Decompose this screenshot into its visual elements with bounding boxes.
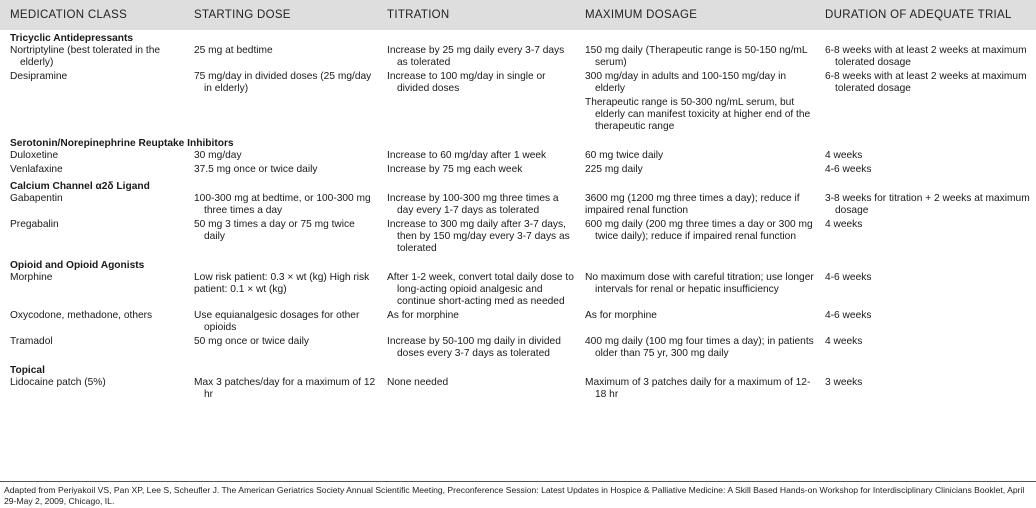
maximum-dosage (575, 336, 815, 362)
duration-text: 3-8 weeks for titration + 2 weeks at maximum dosage (825, 193, 1030, 216)
section-title-topical: Topical (10, 365, 45, 376)
header-maximum-dosage: MAXIMUM DOSAGE (575, 0, 815, 30)
maximum-dosage: 3600 mg (1200 mg three times a day); reduce if impaired renal function (585, 193, 800, 216)
medication-name: Gabapentin (10, 193, 63, 204)
duration: 4-6 weeks (825, 164, 872, 175)
maximum-dosage (575, 377, 815, 407)
duration: 4 weeks (825, 219, 863, 230)
titration-text: After 1-2 week, convert total daily dose to long-acting opioid analgesic and continue short-acting med as needed (387, 272, 574, 307)
table-row (0, 219, 1036, 257)
maximum-dosage-note: Therapeutic range is 50-300 ng/mL serum, but elderly can manifest toxicity at higher end of the therapeutic range (585, 97, 811, 132)
titration-text: Increase to 100 mg/day in single or divided doses (387, 71, 546, 94)
starting-dose (184, 193, 377, 219)
maximum-dosage: As for morphine (585, 310, 657, 321)
titration (377, 219, 575, 257)
starting-dose: 37.5 mg once or twice daily (194, 164, 318, 175)
medication-name: Tramadol (10, 336, 53, 347)
starting-dose: 30 mg/day (194, 150, 242, 161)
maximum-dosage (575, 272, 815, 310)
table-row (0, 71, 1036, 135)
header-duration: DURATION OF ADEQUATE TRIAL (815, 0, 1036, 30)
starting-dose (184, 71, 377, 135)
starting-dose-text: Max 3 patches/day for a maximum of 12 hr (194, 377, 376, 400)
titration: Increase by 75 mg each week (387, 164, 523, 175)
section-heading (0, 257, 1036, 272)
titration-text: Increase to 300 mg daily after 3-7 days, then by 150 mg/day every 3-7 days as tolerated (387, 219, 570, 254)
medication-name: Lidocaine patch (5%) (10, 377, 106, 388)
starting-dose: 25 mg at bedtime (194, 45, 273, 56)
header-titration: TITRATION (377, 0, 575, 30)
maximum-dosage (575, 219, 815, 257)
section-heading (0, 178, 1036, 193)
header-row (0, 0, 1036, 30)
titration-text: Increase to 60 mg/day after 1 week (387, 150, 547, 161)
duration: 4-6 weeks (825, 272, 872, 283)
table-row (0, 336, 1036, 362)
medication-name: Venlafaxine (10, 164, 63, 175)
maximum-dosage-text: 400 mg daily (100 mg four times a day); in patients older than 75 yr, 300 mg daily (585, 336, 814, 359)
table-row (0, 45, 1036, 71)
titration (377, 336, 575, 362)
table-row (0, 164, 1036, 178)
section-heading (0, 135, 1036, 150)
medication-name-text: Nortriptyline (best tolerated in the elderly) (10, 45, 161, 68)
duration: 3 weeks (825, 377, 863, 388)
header-medication-class: MEDICATION CLASS (0, 0, 184, 30)
titration (377, 71, 575, 135)
duration (815, 193, 1036, 219)
starting-dose-text: 75 mg/day in divided doses (25 mg/day in elderly) (194, 71, 372, 94)
starting-dose-text: Use equianalgesic dosages for other opioids (194, 310, 360, 333)
duration: 4 weeks (825, 336, 863, 347)
maximum-dosage-text: Maximum of 3 patches daily for a maximum of 12-18 hr (585, 377, 811, 400)
titration-text: Increase by 50-100 mg daily in divided doses every 3-7 days as tolerated (387, 336, 561, 359)
section-title-opioid: Opioid and Opioid Agonists (10, 260, 145, 271)
table-row (0, 193, 1036, 219)
titration (377, 45, 575, 71)
section-title-tricyclic: Tricyclic Antidepressants (10, 33, 134, 44)
section-heading (0, 362, 1036, 377)
table-row (0, 150, 1036, 164)
maximum-dosage: 60 mg twice daily (585, 150, 664, 161)
titration-text: Increase by 25 mg daily every 3-7 days as tolerated (387, 45, 565, 68)
table-row (0, 272, 1036, 310)
section-title-calcium-channel: Calcium Channel α2δ Ligand (10, 181, 150, 192)
starting-dose (184, 310, 377, 336)
duration (815, 45, 1036, 71)
medication-name: Morphine (10, 272, 53, 283)
table-row (0, 310, 1036, 336)
duration (815, 71, 1036, 135)
titration (377, 272, 575, 310)
medication-name: Desipramine (10, 71, 68, 82)
header-starting-dose: STARTING DOSE (184, 0, 377, 30)
starting-dose-text: 100-300 mg at bedtime, or 100-300 mg three times a day (194, 193, 371, 216)
titration (377, 193, 575, 219)
maximum-dosage-text: 600 mg daily (200 mg three times a day or 300 mg twice daily); reduce if impaired renal function (585, 219, 813, 242)
medication-name: Pregabalin (10, 219, 59, 230)
duration: 4-6 weeks (825, 310, 872, 321)
section-heading (0, 30, 1036, 45)
source-footnote: Adapted from Periyakoil VS, Pan XP, Lee S, Scheufler J. The American Geriatrics Society Annual Scientific Meeting, Preconference Session: Latest Updates in Hospice & Palliative Medicine: A Skill Based Hands-on Workshop for Interdisciplinary Clinicians Booklet, April 29-May 2, 2009, Chicago, IL. (4, 485, 1025, 506)
maximum-dosage (575, 45, 815, 71)
maximum-dosage (575, 71, 815, 135)
medication-name: Oxycodone, methadone, others (10, 310, 153, 321)
starting-dose (184, 219, 377, 257)
titration-text: Increase by 100-300 mg three times a day every 1-7 days as tolerated (387, 193, 559, 216)
starting-dose-text: 50 mg 3 times a day or 75 mg twice daily (194, 219, 355, 242)
maximum-dosage: 225 mg daily (585, 164, 643, 175)
medication-name: Duloxetine (10, 150, 59, 161)
titration: None needed (387, 377, 449, 388)
table-bottom-rule (0, 481, 1036, 482)
starting-dose: Low risk patient: 0.3 × wt (kg) High risk patient: 0.1 × wt (kg) (194, 272, 370, 295)
maximum-dosage-text: 300 mg/day in adults and 100-150 mg/day in elderly (585, 71, 787, 94)
duration: 4 weeks (825, 150, 863, 161)
section-title-snri: Serotonin/Norepinephrine Reuptake Inhibitors (10, 138, 234, 149)
starting-dose (184, 377, 377, 407)
duration-text: 6-8 weeks with at least 2 weeks at maximum tolerated dosage (825, 45, 1027, 68)
maximum-dosage-text: 150 mg daily (Therapeutic range is 50-150 ng/mL serum) (585, 45, 808, 68)
titration: As for morphine (387, 310, 459, 321)
medication-name (0, 45, 184, 71)
table-row (0, 377, 1036, 407)
starting-dose: 50 mg once or twice daily (194, 336, 309, 347)
maximum-dosage-text: No maximum dose with careful titration; use longer intervals for renal or hepatic insufficiency (585, 272, 814, 295)
titration (377, 150, 575, 164)
duration-text: 6-8 weeks with at least 2 weeks at maximum tolerated dosage (825, 71, 1027, 94)
